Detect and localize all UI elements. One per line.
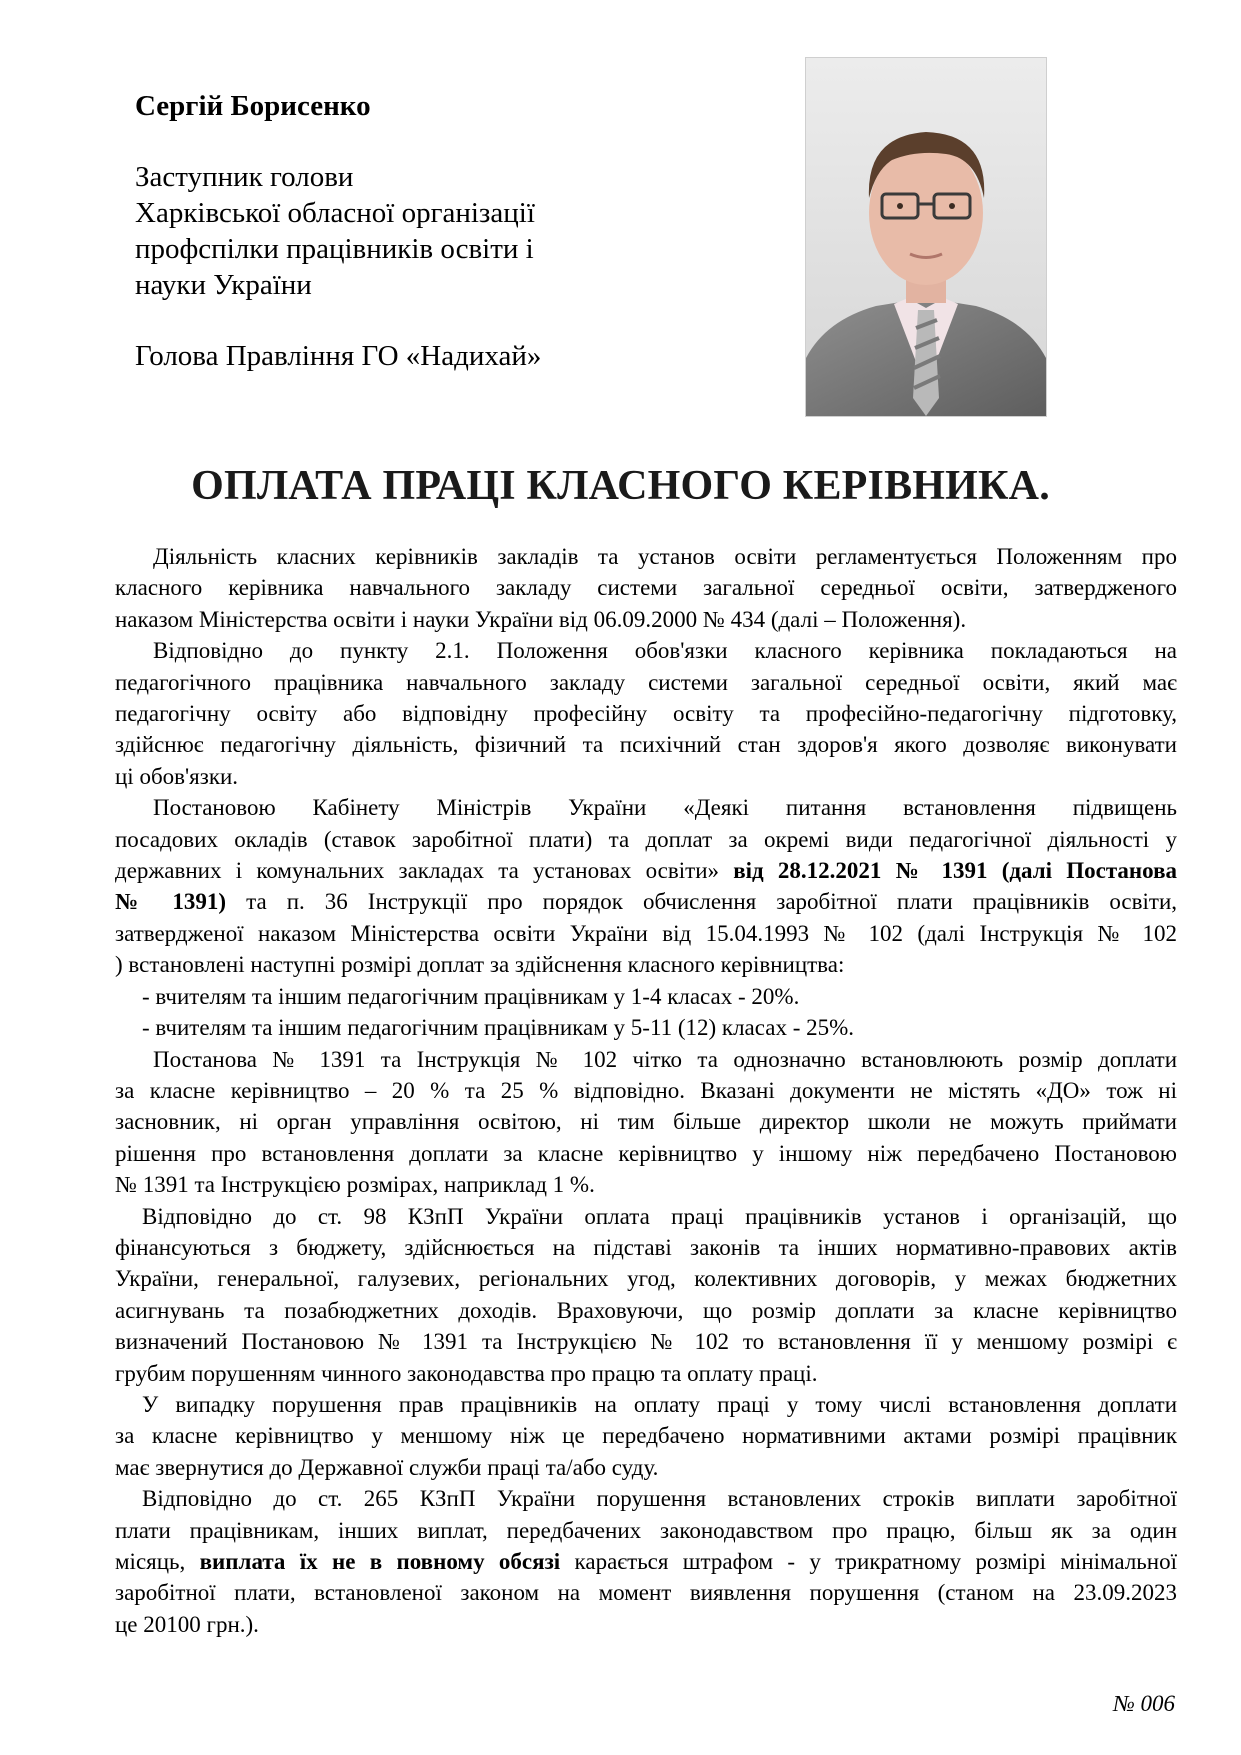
text-line: за класне керівництво – 20 % та 25 % відповідно. Вказані документи не містять «ДО» тож ні xyxy=(115,1077,1177,1103)
text-line: Діяльність класних керівників закладів та установ освіти регламентується Положенням про xyxy=(153,544,1177,569)
text-line: має звернутися до Державної служби праці та/або суду. xyxy=(115,1454,659,1480)
text-line: це 20100 грн.). xyxy=(115,1611,259,1637)
text-line: засновник, ні орган управління освітою, ні тим більше директор школи не можуть приймати xyxy=(115,1109,1177,1135)
text-line: Постанова № 1391 та Інструкція № 102 чітко та однозначно встановлюють розмір доплати xyxy=(153,1046,1177,1072)
bold-fragment: виплата їх не в повному обсязі xyxy=(199,1549,561,1574)
author-position-line: профспілки працівників освіти і xyxy=(135,233,534,265)
text-line: № 1391 та Інструкцією розмірах, наприклад 1 %. xyxy=(115,1172,595,1198)
text-line: за класне керівництво у меншому ніж це передбачено нормативними актами розмірі працівник xyxy=(115,1423,1177,1449)
text-line: ) встановлені наступні розмірі доплат за здійснення класного керівництва: xyxy=(115,952,845,978)
text-line: педагогічну освіту або відповідну професійну освіту та професійно-педагогічну підготовку, xyxy=(115,701,1177,727)
text-line: наказом Міністерства освіти і науки України від 06.09.2000 № 434 (далі – Положення). xyxy=(115,606,967,632)
bold-fragment: № 1391) xyxy=(115,889,227,915)
text-line: визначений Постановою № 1391 та Інструкцією № 102 то встановлення її у меншому розмірі є xyxy=(115,1329,1177,1355)
text-line: затвердженої наказом Міністерства освіти України від 15.04.1993 № 102 (далі Інструкція № 102 xyxy=(115,920,1177,946)
author-position xyxy=(135,159,695,303)
bold-fragment: від 28.12.2021 № 1391 (далі Постанова xyxy=(733,858,1178,884)
list-item: - вчителям та іншим педагогічним працівникам у 5-11 (12) класах - 25%. xyxy=(142,1015,855,1041)
paragraph-7 xyxy=(115,1483,1177,1640)
text-line xyxy=(115,1546,1177,1577)
author-photo xyxy=(805,57,1047,417)
portrait-photo-icon xyxy=(806,58,1046,416)
author-header xyxy=(135,88,695,374)
text-line: асигнувань та позабюджетних доходів. Враховуючи, що розмір доплати за класне керівництво xyxy=(115,1297,1177,1323)
text-fragment: державних і комунальних закладах та установах освіти» xyxy=(115,858,720,884)
article-body xyxy=(115,541,1177,1640)
paragraph-4 xyxy=(115,1044,1177,1201)
text-line: фінансуються з бюджету, здійснюється на підставі законів та інших нормативно-правових актів xyxy=(115,1234,1177,1260)
author-name: Сергій Борисенко xyxy=(135,90,371,122)
text-line xyxy=(115,886,1177,917)
text-line: плати працівникам, інших виплат, передбачених законодавством про працю, більш як за один xyxy=(115,1517,1177,1543)
text-line: педагогічного працівника навчального закладу системи загальної середньої освіти, який має xyxy=(115,669,1177,695)
text-line: здійснює педагогічну діяльність, фізичний та психічний стан здоров'я якого дозволяє виконувати xyxy=(115,732,1177,758)
text-line: Відповідно до ст. 265 КЗпП України порушення встановлених строків виплати заробітної xyxy=(142,1486,1177,1512)
text-line: рішення про встановлення доплати за класне керівництво у іншому ніж передбачено Постановою xyxy=(115,1140,1177,1166)
text-fragment: карається штрафом - у трикратному розмірі мінімальної xyxy=(574,1549,1177,1574)
paragraph-3 xyxy=(115,792,1177,980)
author-position-line: Заступник голови xyxy=(135,161,354,193)
text-line: посадових окладів (ставок заробітної плати) та доплат за окремі види педагогічної діяльності у xyxy=(115,826,1177,852)
text-line: грубим порушенням чинного законодавства про працю та оплату праці. xyxy=(115,1360,818,1386)
author-second-position: Голова Правління ГО «Надихай» xyxy=(135,340,542,372)
paragraph-2 xyxy=(115,635,1177,792)
text-line xyxy=(115,855,1177,886)
text-line: Відповідно до ст. 98 КЗпП України оплата праці працівників установ і організацій, що xyxy=(142,1203,1177,1229)
text-fragment: та п. 36 Інструкції про порядок обчислення заробітної плати працівників освіти, xyxy=(246,889,1178,915)
author-position-line: науки України xyxy=(135,269,312,301)
text-fragment: місяць, xyxy=(115,1549,186,1574)
text-line: У випадку порушення прав працівників на оплату праці у тому числі встановлення доплати xyxy=(142,1391,1177,1417)
paragraph-5 xyxy=(115,1201,1177,1389)
author-position-line: Харківської обласної організації xyxy=(135,197,535,229)
paragraph-1 xyxy=(115,541,1177,635)
text-line: класного керівника навчального закладу системи загальної середньої освіти, затвердженого xyxy=(115,575,1177,601)
text-line: Відповідно до пункту 2.1. Положення обов'язки класного керівника покладаються на xyxy=(153,638,1177,664)
list-item: - вчителям та іншим педагогічним працівникам у 1-4 класах - 20%. xyxy=(142,983,800,1009)
text-line: України, генеральної, галузевих, регіональних угод, колективних договорів, у межах бюджетних xyxy=(115,1266,1177,1292)
bullet-list xyxy=(115,981,1177,1044)
page-title: ОПЛАТА ПРАЦІ КЛАСНОГО КЕРІВНИКА. xyxy=(191,463,1050,509)
text-line: Постановою Кабінету Міністрів України «Деякі питання встановлення підвищень xyxy=(153,795,1177,821)
paragraph-6 xyxy=(115,1389,1177,1483)
text-line: заробітної плати, встановленої законом на момент виявлення порушення (станом на 23.09.2023 xyxy=(115,1580,1177,1606)
issue-number: № 006 xyxy=(1113,1691,1175,1716)
text-line: ці обов'язки. xyxy=(115,763,239,789)
